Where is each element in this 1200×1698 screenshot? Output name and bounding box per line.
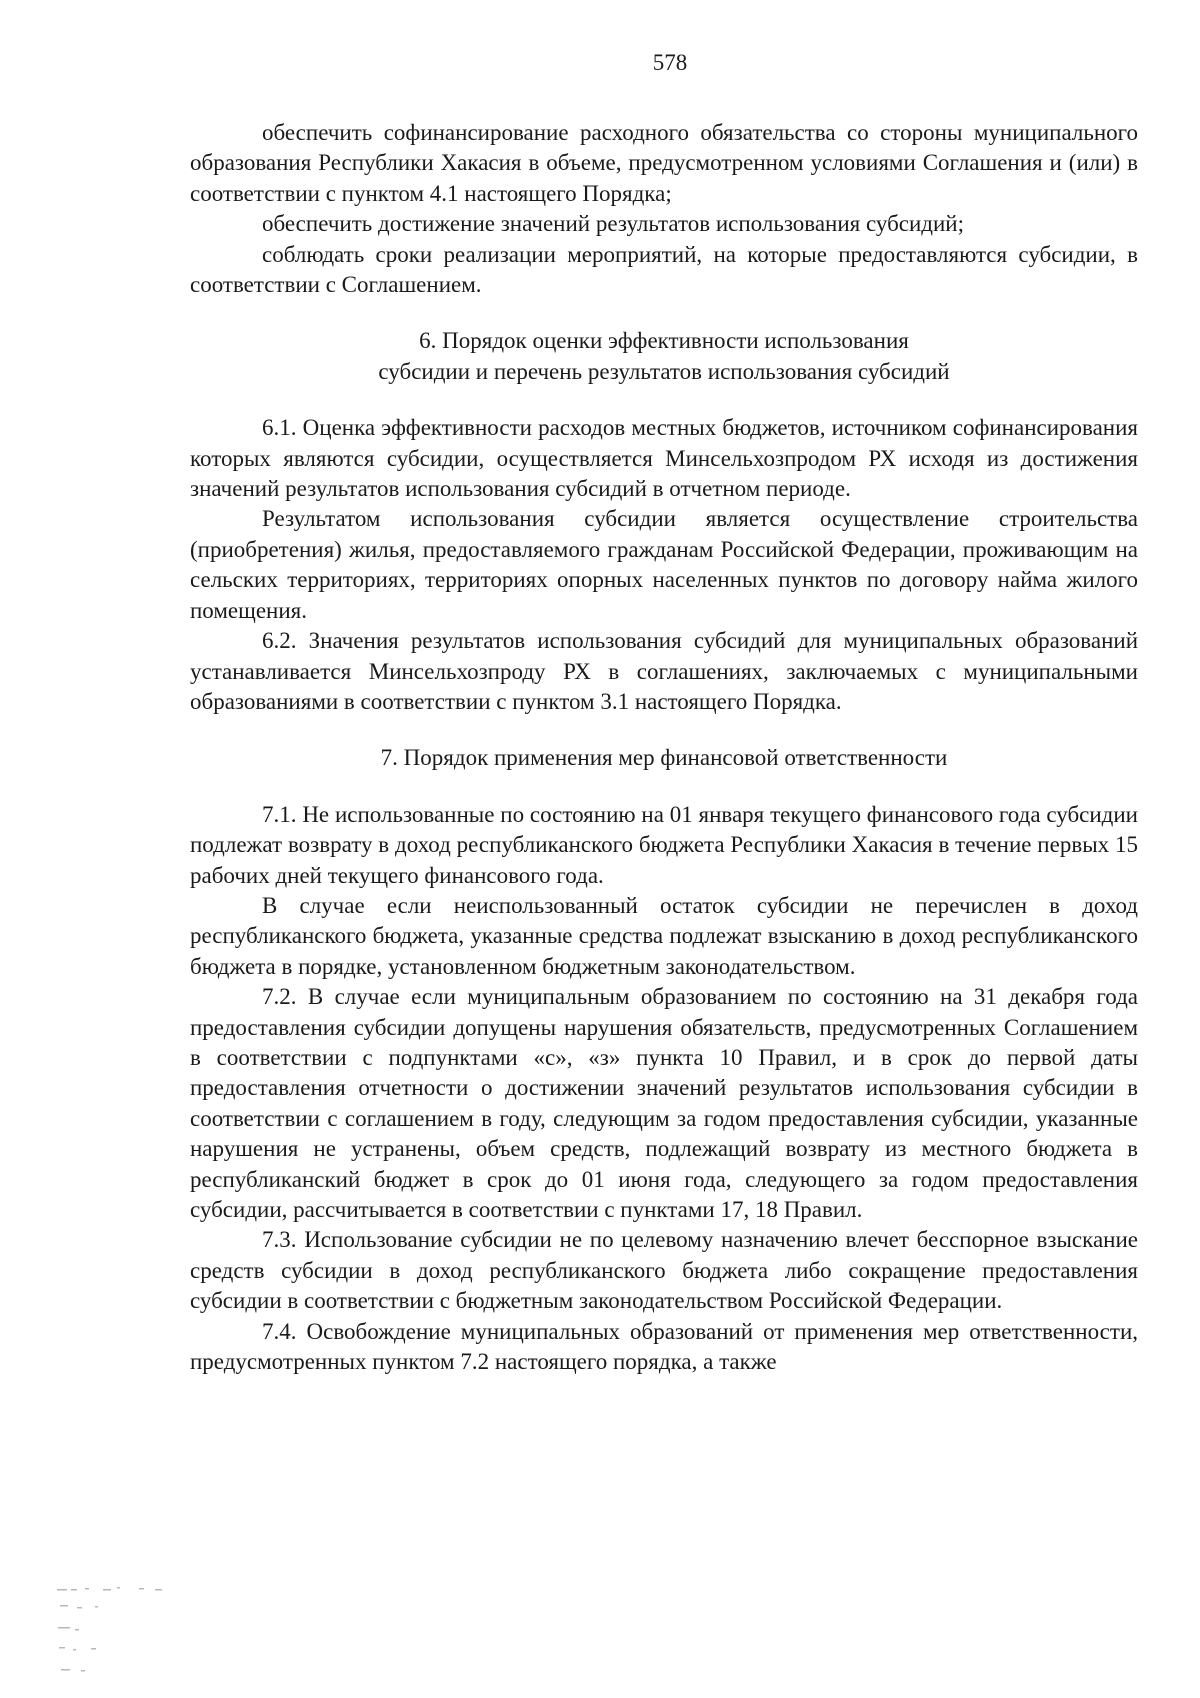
paragraph-7-1: 7.1. Не использованные по состоянию на 01 января текущего финансового года субсидии подлежат возврату в доход республиканского бюджета Республики Хакасия в течение первых 15 рабочих дней текущего финансового года.: [190, 801, 1138, 888]
paragraph: В случае если неиспользованный остаток субсидии не перечислен в доход республиканского бюджета, указанные средства подлежат взысканию в доход республиканского бюджета в порядке, установленном бюджетным законодательством.: [190, 892, 1138, 979]
paragraph: соблюдать сроки реализации мероприятий, на которые предоставляются субсидии, в соответствии с Соглашением.: [190, 241, 1138, 298]
paragraph-7-4: 7.4. Освобождение муниципальных образований от применения мер ответственности, предусмотренных пунктом 7.2 настоящего порядка, а также: [190, 1318, 1138, 1375]
paragraph-6-1: 6.1. Оценка эффективности расходов местных бюджетов, источником софинансирования которых являются субсидии, осуществляется Минсельхозпродом РХ исходя из достижения значений результатов использования субсидий в отчетном периоде.: [190, 415, 1138, 502]
page-number: 578: [652, 50, 688, 75]
paragraph-7-3: 7.3. Использование субсидии не по целевому назначению влечет бесспорное взыскание средств субсидии в доход республиканского бюджета либо сокращение предоставления субсидии в соответствии с бюджетным законодательством Российской Федерации.: [190, 1227, 1138, 1314]
paragraph: Результатом использования субсидии является осуществление строительства (приобретения) жилья, предоставляемого гражданам Российской Федерации, проживающим на сельских территориях, территориях опорных населенных пунктов по договору найма жилого помещения.: [190, 506, 1138, 623]
paragraph-6-2: 6.2. Значения результатов использования субсидий для муниципальных образований устанавливается Минсельхозпроду РХ в соглашениях, заключаемых с муниципальными образованиями в соответствии с пунктом 3.1 настоящего Порядка.: [190, 628, 1138, 714]
paragraph: обеспечить достижение значений результатов использования субсидий;: [262, 211, 965, 237]
document-body: [190, 118, 1138, 1377]
paragraph: обеспечить софинансирование расходного обязательства со стороны муниципального образования Республики Хакасия в объеме, предусмотренном условиями Соглашения и (или) в соответствии с пунктом 4.1 настоящего Порядка;: [190, 120, 1138, 206]
section-7-title: 7. Порядок применения мер финансовой ответственности: [380, 745, 948, 771]
section-6-title-line-2: субсидии и перечень результатов использования субсидий: [378, 358, 950, 384]
scan-artifact: [55, 1585, 175, 1675]
section-6-title-line-1: 6. Порядок оценки эффективности использования: [419, 328, 909, 354]
paragraph-7-2: 7.2. В случае если муниципальным образованием по состоянию на 31 декабря года предоставления субсидии допущены нарушения обязательств, предусмотренных Соглашением в соответствии с подпунктами «с», «з» пункта 10 Правил, и в срок до первой даты предоставления отчетности о достижении значений результатов использования субсидии в соответствии с соглашением в году, следующим за годом предоставления субсидии, указанные нарушения не устранены, объем средств, подлежащий возврату из местного бюджета в республиканский бюджет в срок до 01 июня года, следующего за годом предоставления субсидии, рассчитывается в соответствии с пунктами 17, 18 Правил.: [190, 984, 1138, 1222]
